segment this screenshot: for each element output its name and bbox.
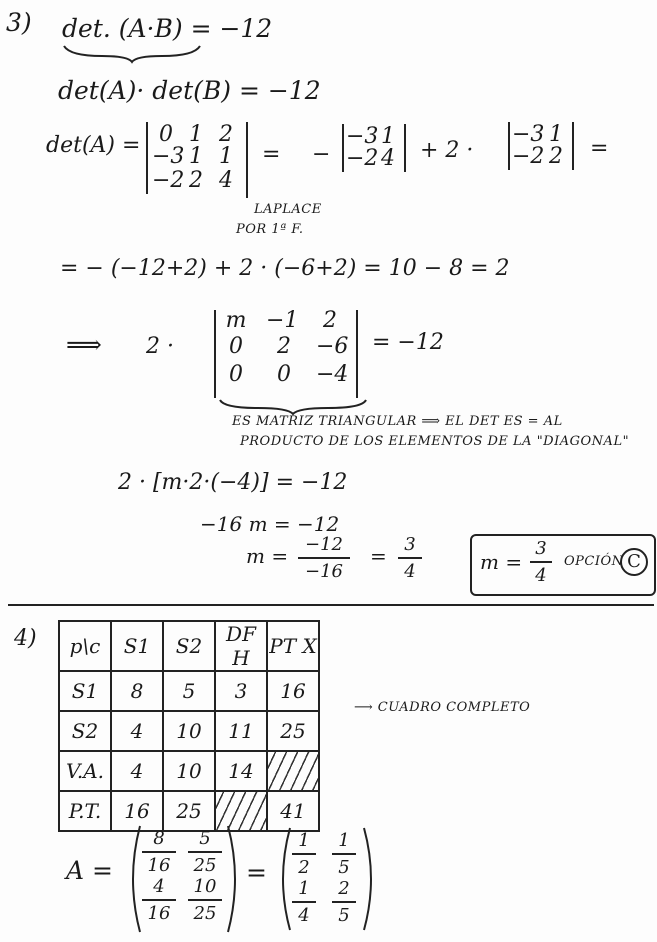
A2-cell-den: 2 [298, 857, 310, 878]
table-cell: P.T. [59, 791, 111, 831]
header-cell: p\c [59, 621, 111, 671]
table-cell: 41 [267, 791, 319, 831]
A2-cell [332, 878, 356, 926]
matrixB-cell: 0 [277, 362, 291, 387]
m-equals-2: = [370, 544, 387, 568]
laplace-equals: = [262, 142, 281, 167]
eq-minus16m: −16 m = −12 [200, 512, 340, 536]
table-cell: 4 [111, 751, 163, 791]
A-right-paren [224, 824, 244, 934]
A-cell-den: 16 [147, 903, 171, 924]
matrixB-cell: 2 [277, 334, 291, 359]
eq-det-split: det(A)· det(B) = −12 [58, 76, 321, 105]
fraction-line [188, 851, 222, 853]
table-header-row [59, 621, 319, 671]
minor2-cell: −2 [512, 144, 545, 169]
fraction-line [292, 901, 316, 903]
m-result-fraction [398, 534, 422, 582]
matrixB-cell: −1 [266, 308, 299, 333]
A-label: A = [66, 856, 113, 885]
table-cell: 4 [111, 711, 163, 751]
A-cell-den: 25 [193, 903, 217, 924]
A2-cell-num: 2 [338, 878, 350, 899]
header-cell: PT X [267, 621, 319, 671]
eq-laplace-result: = − (−12+2) + 2 · (−6+2) = 10 − 8 = 2 [60, 256, 510, 281]
table-cell: 16 [267, 671, 319, 711]
A-cell-den: 25 [193, 855, 217, 876]
A-cell [142, 828, 176, 876]
transport-table [58, 620, 320, 832]
implies-arrow: ⟹ [66, 330, 102, 359]
fraction-line [298, 557, 350, 559]
minor2-right-bar [572, 122, 574, 170]
problem-3-number: 3) [6, 8, 32, 37]
m-equals: m = [246, 544, 289, 568]
matrixA-cell: 2 [189, 168, 203, 193]
header-cell: S2 [163, 621, 215, 671]
matrixB-cell: 0 [229, 362, 243, 387]
A-equals: = [246, 858, 267, 887]
table-cell: 8 [111, 671, 163, 711]
m-fraction [298, 534, 350, 582]
A-cell-num: 5 [199, 828, 211, 849]
minor1-right-bar [404, 124, 406, 172]
minor2 [510, 122, 572, 170]
A2-cell-den: 4 [298, 905, 310, 926]
m-fraction-denominator: −16 [305, 561, 343, 582]
matrixA-cell: 1 [189, 122, 203, 147]
matrixA-cell: −2 [152, 168, 185, 193]
matrixB-cell: 0 [229, 334, 243, 359]
A2-cell [332, 830, 356, 878]
table-cell: 16 [111, 791, 163, 831]
table-cell: 5 [163, 671, 215, 711]
table-cell: V.A. [59, 751, 111, 791]
laplace-note-row: POR 1ª F. [236, 222, 304, 237]
table-cell: 10 [163, 751, 215, 791]
matrixB-result: = −12 [372, 330, 444, 355]
matrixA-cell: 2 [219, 122, 233, 147]
minus-sign: − [312, 142, 331, 167]
matrixB-right-bar [356, 310, 358, 398]
matrixA-left-bar [146, 122, 148, 194]
A2-cell-den: 5 [338, 905, 350, 926]
A-cell-num: 4 [153, 876, 165, 897]
table-row [59, 791, 319, 831]
fraction-line [530, 561, 552, 563]
A-cell-den: 16 [147, 855, 171, 876]
A-cell [142, 876, 176, 924]
table-cell: 10 [163, 711, 215, 751]
matrixA-cell: 0 [159, 122, 173, 147]
table-cell: 14 [215, 751, 267, 791]
minor1-cell: −3 [346, 124, 379, 149]
A2-cell [292, 830, 316, 878]
minor1-cell: 4 [381, 146, 395, 171]
fraction-line [142, 851, 176, 853]
hatched-cell [267, 751, 319, 791]
section-divider [8, 604, 654, 606]
minor1-cell: −2 [346, 146, 379, 171]
answer-numerator: 3 [535, 538, 547, 559]
m-fraction-numerator: −12 [305, 534, 343, 555]
table-row [59, 751, 319, 791]
fraction-line [332, 901, 356, 903]
matrixA-cell: 4 [219, 168, 233, 193]
two-dot: 2 · [146, 334, 174, 359]
answer-letter: C [620, 548, 648, 576]
matrixB-cell: m [225, 308, 247, 333]
triangular-note-2: PRODUCTO DE LOS ELEMENTOS DE LA "DIAGONAL" [240, 434, 630, 449]
plus-two: + 2 · [420, 138, 474, 163]
matrixB [220, 308, 354, 396]
A-cell [188, 876, 222, 924]
table-row [59, 671, 319, 711]
header-cell: S1 [111, 621, 163, 671]
matrixA-right-bar [246, 122, 248, 198]
A-cell-num: 8 [153, 828, 165, 849]
table-row [59, 711, 319, 751]
matrixA [152, 122, 244, 194]
table-cell: 25 [267, 711, 319, 751]
table-cell: S1 [59, 671, 111, 711]
eq-diagonal-product: 2 · [m·2·(−4)] = −12 [118, 470, 348, 495]
matrixA-cell: 1 [219, 144, 233, 169]
fraction-line [398, 557, 422, 559]
complete-table-note: ⟶ CUADRO COMPLETO [354, 700, 531, 715]
minor2-cell: −3 [512, 122, 545, 147]
detA-label: det(A) = [46, 133, 141, 158]
minor1-cell: 1 [381, 124, 395, 149]
fraction-line [142, 899, 176, 901]
A2-left-paren [274, 826, 294, 932]
fraction-line [332, 853, 356, 855]
A2-cell-den: 5 [338, 857, 350, 878]
answer-denominator: 4 [535, 565, 547, 586]
A2-right-paren [360, 826, 380, 932]
table-cell: 11 [215, 711, 267, 751]
m-result-numerator: 3 [404, 534, 416, 555]
laplace-note: LAPLACE [254, 202, 322, 217]
answer-letter-circle [620, 548, 648, 576]
problem-4-number: 4) [14, 626, 37, 651]
table-cell: 3 [215, 671, 267, 711]
answer-box [470, 534, 656, 596]
matrixA-cell: 1 [189, 144, 203, 169]
A2-cell-num: 1 [338, 830, 350, 851]
A-left-paren [124, 824, 144, 934]
A2-cell [292, 878, 316, 926]
minor2-cell: 1 [549, 122, 563, 147]
table-cell: S2 [59, 711, 111, 751]
matrixB-cell: 2 [323, 308, 337, 333]
answer-lhs: m = [480, 550, 523, 574]
A2-cell-num: 1 [298, 878, 310, 899]
header-cell: DF H [215, 621, 267, 671]
trailing-equals: = [590, 136, 609, 161]
A-cell [188, 828, 222, 876]
minor2-cell: 2 [549, 144, 563, 169]
minor1 [344, 124, 404, 172]
fraction-line [188, 899, 222, 901]
answer-fraction [530, 538, 552, 586]
underbrace [62, 44, 202, 64]
eq-det-product: det. (A·B) = −12 [62, 14, 273, 43]
A2-cell-num: 1 [298, 830, 310, 851]
triangular-note-1: ES MATRIZ TRIANGULAR ⟹ EL DET ES = AL [232, 414, 563, 429]
matrixB-left-bar [214, 310, 216, 398]
matrixB-cell: −6 [316, 334, 349, 359]
A-cell-num: 10 [193, 876, 217, 897]
matrixB-cell: −4 [316, 362, 349, 387]
answer-option-label: OPCIÓN [564, 554, 624, 569]
m-result-denominator: 4 [404, 561, 416, 582]
table-cell: 25 [163, 791, 215, 831]
matrixA-cell: −3 [152, 144, 185, 169]
fraction-line [292, 853, 316, 855]
